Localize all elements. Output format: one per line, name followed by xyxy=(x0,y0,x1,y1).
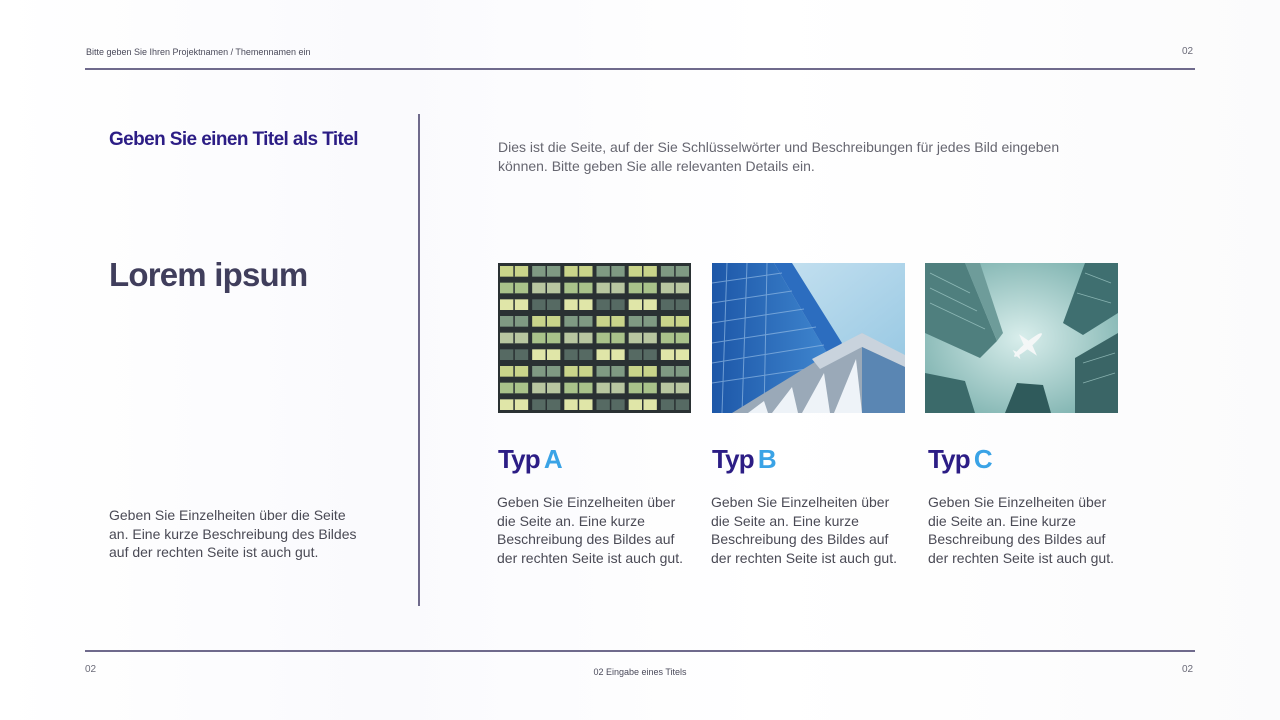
type-letter: C xyxy=(973,444,992,474)
type-word: Typ xyxy=(498,444,540,474)
header-rule xyxy=(85,68,1195,70)
left-description: Geben Sie Einzelheiten über die Seite an. Eine kurze Beschreibung des Bildes auf der rechten Seite ist auch gut. xyxy=(109,507,357,560)
card-a-description: Geben Sie Einzelheiten über die Seite an. Eine kurze Beschreibung des Bildes auf der rechten Seite ist auch gut. xyxy=(497,494,683,566)
footer-right-page-number: 02 xyxy=(1182,664,1194,675)
card-c-type-label xyxy=(928,444,992,475)
intro-text: Dies ist die Seite, auf der Sie Schlüsselwörter und Beschreibungen für jedes Bild eingeben können. Bitte geben Sie alle relevanten Details ein. xyxy=(498,139,1060,174)
skyscrapers-airplane-photo xyxy=(925,263,1118,413)
skyscrapers-airplane-image xyxy=(925,263,1118,413)
card-c-description: Geben Sie Einzelheiten über die Seite an. Eine kurze Beschreibung des Bildes auf der rechten Seite ist auch gut. xyxy=(928,494,1114,566)
glass-skyscraper-image xyxy=(712,263,905,413)
footer-left-page-number: 02 xyxy=(85,664,97,675)
type-word: Typ xyxy=(928,444,970,474)
vertical-divider xyxy=(418,114,420,606)
office-building-windows-image xyxy=(498,263,691,413)
type-letter: B xyxy=(757,444,776,474)
card-b-description: Geben Sie Einzelheiten über die Seite an. Eine kurze Beschreibung des Bildes auf der rechten Seite ist auch gut. xyxy=(711,494,897,566)
glass-skyscraper-photo xyxy=(712,263,905,413)
type-word: Typ xyxy=(712,444,754,474)
header-page-number: 02 xyxy=(1182,46,1194,57)
project-name-header: Bitte geben Sie Ihren Projektnamen / Themennamen ein xyxy=(86,47,311,57)
card-a-type-label xyxy=(498,444,562,475)
footer-rule xyxy=(85,650,1195,652)
type-letter: A xyxy=(543,444,562,474)
card-b-type-label xyxy=(712,444,776,475)
office-building-windows-photo xyxy=(498,263,691,413)
headline: Lorem ipsum xyxy=(109,256,308,293)
section-title: Geben Sie einen Titel als Titel xyxy=(109,129,358,150)
footer-title: 02 Eingabe eines Titels xyxy=(593,667,687,677)
